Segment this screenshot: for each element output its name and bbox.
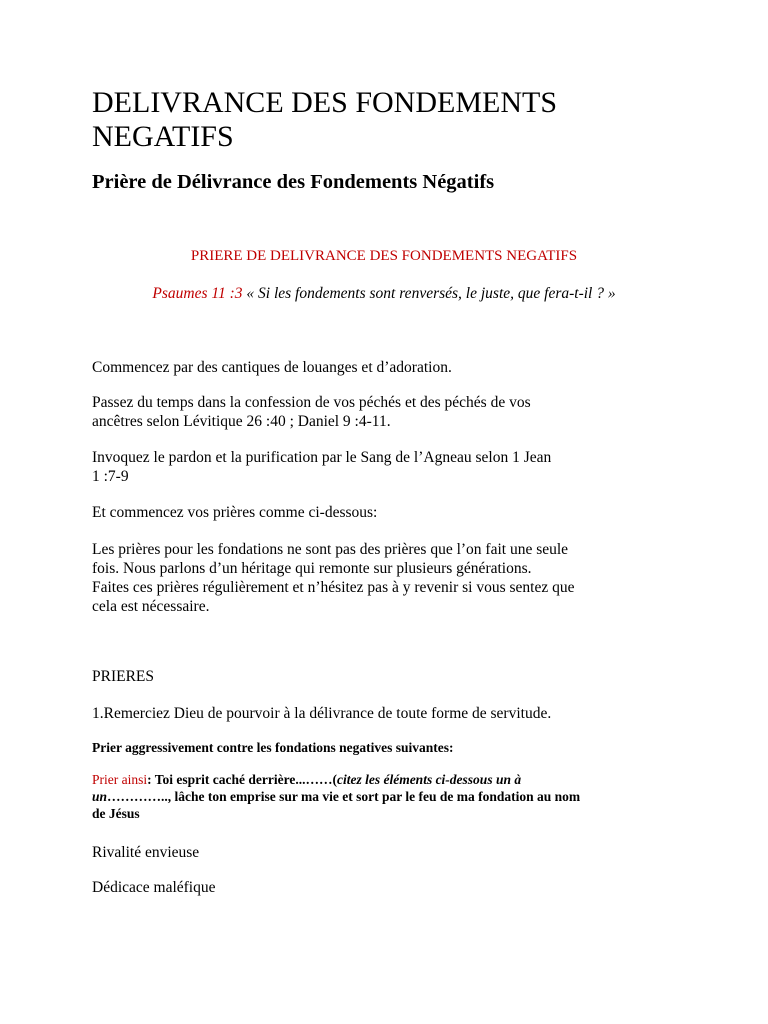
prayer-formula-line-3: de Jésus bbox=[92, 806, 140, 821]
paragraph-line: Passez du temps dans la confession de vos péchés et des péchés de vos bbox=[92, 394, 531, 411]
paragraph-begin: Et commencez vos prières comme ci-dessous: bbox=[92, 504, 378, 521]
paragraph-line: 1 :7-9 bbox=[92, 468, 129, 485]
pray-label: Prier ainsi bbox=[92, 772, 148, 787]
document-subtitle: Prière de Délivrance des Fondements Négatifs bbox=[92, 171, 495, 193]
prayers-heading: PRIERES bbox=[92, 668, 155, 685]
verse-text: « Si les fondements sont renversés, le juste, que fera-t-il ? » bbox=[246, 285, 616, 302]
document-title bbox=[92, 86, 557, 154]
verse-reference: Psaumes 11 :3 bbox=[152, 285, 243, 302]
title-line-2: NEGATIFS bbox=[92, 120, 234, 153]
prayer-formula-line-2 bbox=[92, 788, 580, 805]
title-line-1: DELIVRANCE DES FONDEMENTS bbox=[92, 86, 557, 119]
pray-text: ………….., lâche ton emprise sur ma vie et sort par le feu de ma fondation au nom bbox=[107, 789, 581, 804]
pray-text: : Toi esprit caché derrière...……( bbox=[147, 772, 337, 787]
pray-italic: un bbox=[92, 789, 108, 804]
paragraph-line: cela est nécessaire. bbox=[92, 598, 210, 615]
section-heading: PRIERE DE DELIVRANCE DES FONDEMENTS NEGATIFS bbox=[190, 248, 578, 264]
paragraph-line: ancêtres selon Lévitique 26 :40 ; Daniel 9 :4-11. bbox=[92, 413, 391, 430]
paragraph-confession bbox=[92, 393, 531, 431]
bible-verse bbox=[0, 285, 768, 303]
prayer-item-1: 1.Remerciez Dieu de pourvoir à la délivrance de toute forme de servitude. bbox=[92, 705, 552, 722]
prayer-formula-line-1 bbox=[92, 771, 580, 788]
paragraph-line: Faites ces prières régulièrement et n’hésitez pas à y revenir si vous sentez que bbox=[92, 579, 575, 596]
prayer-formula bbox=[92, 771, 580, 822]
paragraph-line: Les prières pour les fondations ne sont pas des prières que l’on fait une seule bbox=[92, 541, 569, 558]
paragraph-line: fois. Nous parlons d’un héritage qui remonte sur plusieurs générations. bbox=[92, 560, 532, 577]
paragraph-foundations bbox=[92, 540, 574, 616]
paragraph-forgiveness bbox=[92, 448, 551, 486]
pray-italic: citez les éléments ci-dessous un à bbox=[336, 772, 522, 787]
prayer-instruction: Prier aggressivement contre les fondations negatives suivantes: bbox=[92, 740, 454, 755]
paragraph-praise: Commencez par des cantiques de louanges et d’adoration. bbox=[92, 359, 452, 376]
paragraph-line: Invoquez le pardon et la purification par le Sang de l’Agneau selon 1 Jean bbox=[92, 449, 552, 466]
list-item: Rivalité envieuse bbox=[92, 844, 200, 861]
list-item: Dédicace maléfique bbox=[92, 879, 216, 896]
